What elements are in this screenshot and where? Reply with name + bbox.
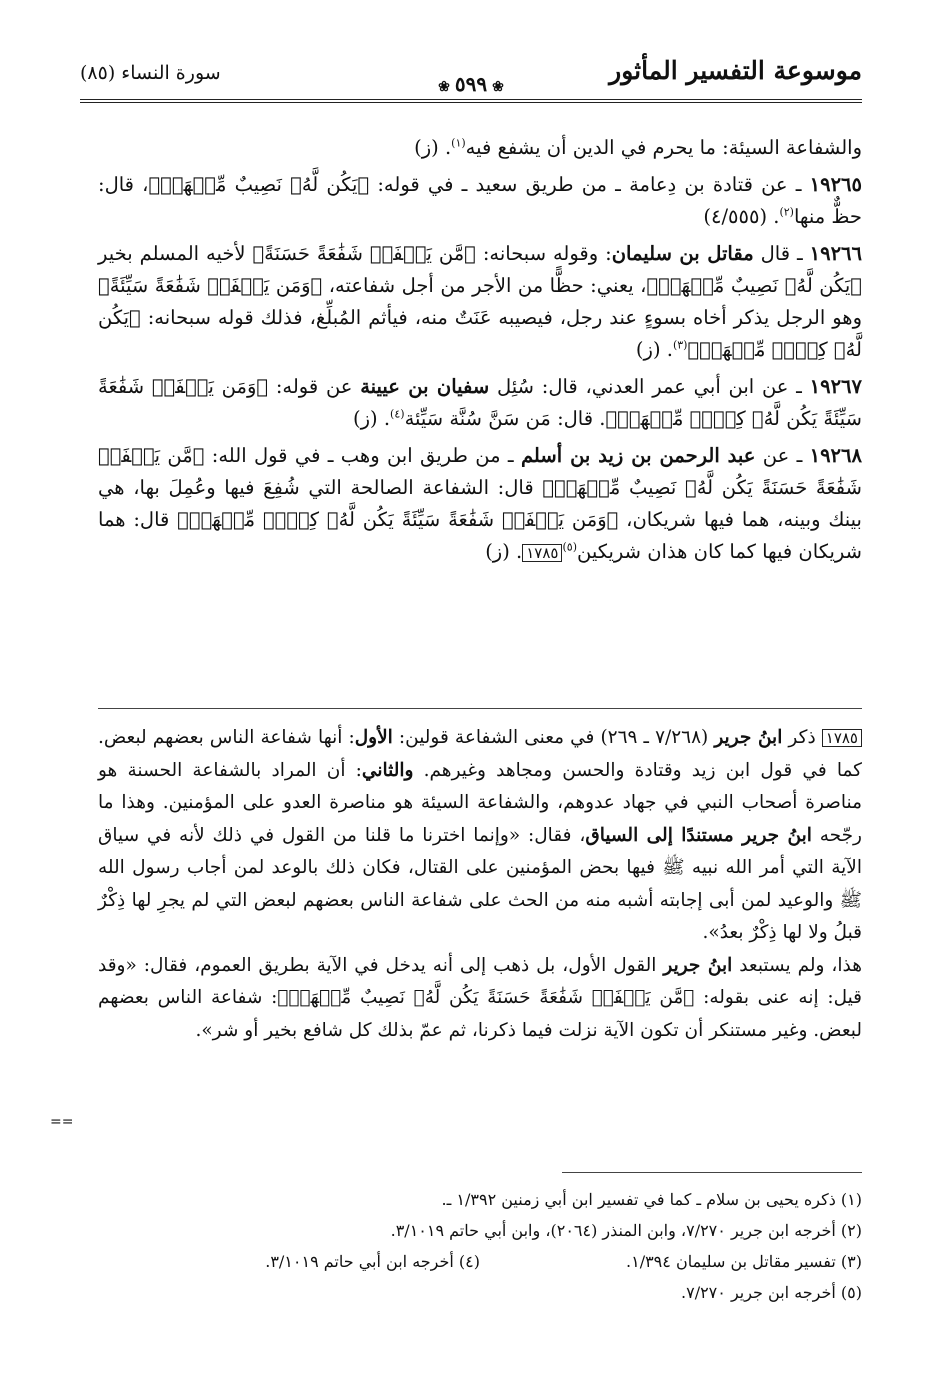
quran-quote: ﴿يَكُن لَّهُۥ نَصِيبٌ مِّنۡهَاۖ﴾ bbox=[646, 274, 863, 297]
entry-number: ١٩٢٦٨ bbox=[809, 444, 862, 467]
text: ذكر bbox=[782, 727, 822, 748]
text: . قال: مَن سَنَّ سُنَّة سَيِّئة bbox=[404, 407, 606, 430]
text: القول الأول، بل ذهب إلى أنه يدخل في الآية بطريق العموم، فقال: «وقد قيل: إنه عنى بقوله: bbox=[98, 954, 863, 1008]
text: ـ قال bbox=[753, 242, 810, 265]
footnote-ref: (٣) bbox=[672, 338, 688, 352]
ornament-left-icon: ❀ bbox=[438, 79, 450, 95]
text: . (ز) bbox=[485, 540, 523, 563]
comment-paragraph-1 bbox=[98, 722, 862, 950]
surah-label: سورة النساء (٨٥) bbox=[80, 62, 221, 84]
entry-19266 bbox=[98, 238, 862, 366]
comment-separator bbox=[98, 708, 862, 709]
text: . (٤/٥٥٥) bbox=[703, 205, 780, 228]
margin-mark: == bbox=[50, 1114, 74, 1130]
scholar-name: ابنُ جرير bbox=[663, 954, 733, 976]
tarjih-phrase: ابنُ جرير مستندًا إلى السياق bbox=[585, 824, 812, 846]
comment-number-box: ١٧٨٥ bbox=[822, 729, 862, 747]
text: قال: الشفاعة الصالحة التي شُفِعَ فيها وعُمِلَ بها، هي بينك وبينه، هما فيها شريكان، bbox=[98, 476, 862, 531]
footnote-separator bbox=[562, 1172, 862, 1173]
text: ـ من طريق ابن وهب ـ في قول الله: bbox=[204, 444, 521, 467]
quran-quote: ﴿وَمَن يَشۡفَعۡ شَفَٰعَةً سَيِّئَةً يَكُن لَّهُۥ كِفۡلٞ مِّنۡهَاۗ﴾ bbox=[177, 508, 619, 531]
book-title: موسوعة التفسير المأثور bbox=[609, 56, 862, 85]
text: ـ عن قتادة بن دِعامة ـ من طريق سعيد ـ في قوله: bbox=[369, 173, 810, 196]
text: . (ز) bbox=[414, 136, 452, 159]
footnote-4: (٤) أخرجه ابن أبي حاتم ٣/١٠١٩. bbox=[265, 1252, 480, 1271]
text: هذا، ولم يستبعد bbox=[732, 954, 863, 976]
header-rule bbox=[80, 99, 862, 103]
footnote-ref: (٢) bbox=[779, 205, 794, 219]
text: . (ز) bbox=[635, 338, 673, 361]
quran-quote: ﴿وَمَن يَشۡفَعۡ شَفَٰعَةً سَيِّئَةً﴾ bbox=[98, 274, 323, 297]
footnote-ref: (١) bbox=[451, 136, 466, 150]
entry-19265 bbox=[98, 169, 862, 233]
footnotes bbox=[98, 1184, 862, 1308]
entry-number: ١٩٢٦٥ bbox=[809, 173, 862, 196]
text: والشفاعة السيئة: ما يحرم في الدين أن يشفع فيه bbox=[465, 136, 862, 159]
text: وهو الرجل يذكر أخاه بسوءٍ عند رجل، فيصيبه عَنَتٌ منه، فيأثم المُبلِّغ، فذلك قوله سبحانه: bbox=[140, 306, 862, 329]
quran-quote: ﴿مَّن يَشۡفَعۡ شَفَٰعَةً حَسَنَةً يَكُن لَّهُۥ نَصِيبٌ مِّنۡهَاۖ﴾ bbox=[98, 444, 862, 499]
text: ـ عن bbox=[755, 444, 810, 467]
footnote-ref: (٤) bbox=[390, 407, 405, 421]
text: قال: هما شريكان فيها كما كان هذان شريكين bbox=[98, 508, 862, 563]
text: ، يعني: حظًّا من الأجر من أجل شفاعته، bbox=[322, 274, 647, 297]
text: ، قال: حظٌّ منها bbox=[98, 173, 862, 228]
quran-quote: ﴿يَكُن لَّهُۥ كِفۡلٞ مِّنۡهَاۗ﴾ bbox=[98, 306, 862, 361]
text: ، فقال: «وإنما اخترنا ما قلنا من القول في ذلك لأنه في سياق الآية التي أمر الله نبيه ﷺ فيها بحض المؤمنين على القتال، فكان ذلك بالوعد لمن أجاب رسول الله ﷺ والوعيد لمن أبى إجابته أشبه منه من الحث على شفاعة الناس بعضهم لبعض التي لم يجرِ لها ذِكْرٌ قبلُ ولا لها ذِكْرٌ بعدُ». bbox=[98, 824, 862, 943]
main-text bbox=[98, 132, 862, 573]
page-number: ٥٩٩ bbox=[454, 72, 488, 96]
entry-number: ١٩٢٦٧ bbox=[809, 375, 863, 398]
footnote-ref: (٥) bbox=[562, 540, 577, 554]
paragraph-0 bbox=[98, 132, 862, 164]
comment-paragraph-2 bbox=[98, 950, 862, 1048]
narrator-name: مقاتل بن سليمان bbox=[611, 242, 754, 265]
quran-quote: ﴿يَكُن لَّهُۥ نَصِيبٌ مِّنۡهَاۖ﴾ bbox=[148, 173, 370, 196]
text: : وقوله سبحانه: bbox=[475, 242, 612, 265]
text: : أنها شفاعة الناس بعضهم لبعض. كما في قول ابن زيد وقتادة والحسن ومجاهد وغيرهم. bbox=[98, 727, 862, 781]
entry-19267 bbox=[98, 371, 862, 435]
comment-ref-box[interactable]: ١٧٨٥ bbox=[522, 544, 562, 562]
footnote-5: (٥) أخرجه ابن جرير ٧/٢٧٠. bbox=[681, 1283, 862, 1302]
narrator-name: سفيان بن عيينة bbox=[360, 375, 490, 398]
narrator-name: عبد الرحمن بن زيد بن أسلم bbox=[520, 444, 756, 467]
footnote-1: (١) ذكره يحيى بن سلام ـ كما في تفسير ابن أبي زمنين ١/٣٩٢ ـ. bbox=[441, 1190, 862, 1209]
quran-quote: ﴿مَّن يَشۡفَعۡ شَفَٰعَةً حَسَنَةً﴾ bbox=[252, 242, 476, 265]
text: لأخيه المسلم بخير bbox=[98, 242, 253, 265]
entry-19268 bbox=[98, 440, 862, 568]
running-header bbox=[80, 52, 862, 102]
ornament-right-icon: ❀ bbox=[492, 79, 504, 95]
text: ـ عن ابن أبي عمر العدني، قال: سُئِل bbox=[489, 375, 810, 398]
quran-quote: ﴿وَمَن يَشۡفَعۡ شَفَٰعَةً سَيِّئَةً يَكُن لَّهُۥ كِفۡلٞ مِّنۡهَاۗ﴾ bbox=[98, 375, 862, 430]
text: (٧/٢٦٨ ـ ٢٦٩) في معنى الشفاعة قولين: bbox=[392, 727, 715, 748]
entry-number: ١٩٢٦٦ bbox=[809, 242, 862, 265]
commentary bbox=[98, 722, 862, 1047]
first-label: الأول bbox=[354, 727, 393, 748]
footnote-2: (٢) أخرجه ابن جرير ٧/٢٧٠، وابن المنذر (٢٠٦٤)، وابن أبي حاتم ٣/١٠١٩. bbox=[390, 1221, 862, 1240]
text: . (ز) bbox=[353, 407, 391, 430]
scholar-name: ابنُ جرير bbox=[714, 727, 783, 748]
second-label: والثاني bbox=[361, 759, 414, 781]
quran-quote: ﴿مَّن يَشۡفَعۡ شَفَٰعَةً حَسَنَةً يَكُن لَّهُۥ نَصِيبٌ مِّنۡهَاۖ﴾ bbox=[277, 987, 695, 1008]
text: : أن المراد بالشفاعة الحسنة هو مناصرة أصحاب النبي في جهاد عدوهم، والشفاعة السيئة هو مناصرة العدو على المؤمنين. وهذا ما رجّحه bbox=[98, 759, 862, 846]
footnote-row bbox=[98, 1246, 862, 1277]
text: : شفاعة الناس بعضهم لبعض. وغير مستنكر أن تكون الآية نزلت فيما ذكرنا، ثم عمّ بذلك كل شافع بخير أو شر». bbox=[98, 987, 862, 1041]
text: عن قوله: bbox=[268, 375, 361, 398]
footnote-3: (٣) تفسير مقاتل بن سليمان ١/٣٩٤. bbox=[626, 1252, 862, 1271]
